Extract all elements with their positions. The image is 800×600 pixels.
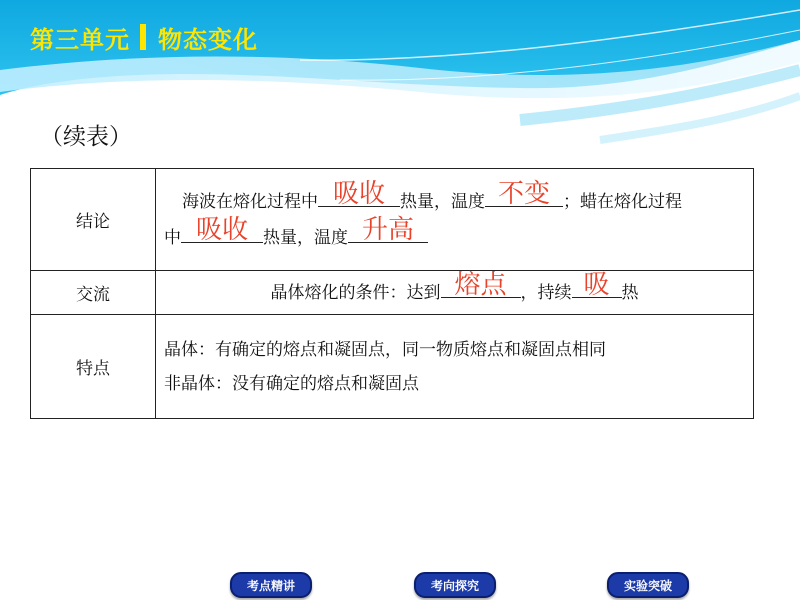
answer-blank xyxy=(348,214,428,245)
features-cell xyxy=(156,315,754,419)
answer-absorb-1: 吸收 xyxy=(332,178,385,209)
conclusion-text-1: 海波在熔化过程中 xyxy=(182,191,318,212)
unit-label: 第三单元 xyxy=(30,25,130,54)
conclusion-text-4: 中 xyxy=(164,227,181,248)
nav-button-key-points[interactable]: 考点精讲 xyxy=(230,572,312,598)
exchange-text-1: 晶体熔化的条件：达到 xyxy=(270,282,441,303)
table-row xyxy=(31,315,754,419)
exchange-text-2: ，持续 xyxy=(520,282,572,303)
continued-label: （续表） xyxy=(40,124,132,150)
table-row xyxy=(31,169,754,271)
conclusion-cell xyxy=(156,169,754,271)
answer-absorb-2: 吸收 xyxy=(195,214,248,245)
answer-unchanged: 不变 xyxy=(497,178,550,209)
answer-blank xyxy=(572,269,622,300)
answer-blank xyxy=(181,214,263,245)
answer-melting-point: 熔点 xyxy=(454,269,507,300)
experiment-table xyxy=(30,168,754,419)
exchange-text-3: 热 xyxy=(621,282,639,303)
page-title xyxy=(30,20,258,54)
conclusion-text-2: 热量，温度 xyxy=(400,191,485,212)
answer-rise: 升高 xyxy=(361,214,414,245)
topic-label: 物态变化 xyxy=(158,25,258,54)
answer-blank xyxy=(441,269,521,300)
row-label-exchange: 交流 xyxy=(31,271,156,315)
nav-button-experiment[interactable]: 实验突破 xyxy=(607,572,689,598)
row-label-conclusion: 结论 xyxy=(31,169,156,271)
feature-crystal: 晶体：有确定的熔点和凝固点，同一物质熔点和凝固点相同 xyxy=(164,339,606,360)
conclusion-text-3: ；蜡在熔化过程 xyxy=(563,191,682,212)
nav-button-exploration[interactable]: 考向探究 xyxy=(414,572,496,598)
title-divider xyxy=(140,24,146,50)
exchange-cell xyxy=(156,271,754,315)
conclusion-text-5: 热量，温度 xyxy=(263,227,348,248)
table-row xyxy=(31,271,754,315)
answer-blank xyxy=(318,178,400,209)
row-label-features: 特点 xyxy=(31,315,156,419)
answer-absorb-3: 吸 xyxy=(583,269,610,300)
answer-blank xyxy=(485,178,563,209)
feature-amorphous: 非晶体：没有确定的熔点和凝固点 xyxy=(164,373,419,394)
